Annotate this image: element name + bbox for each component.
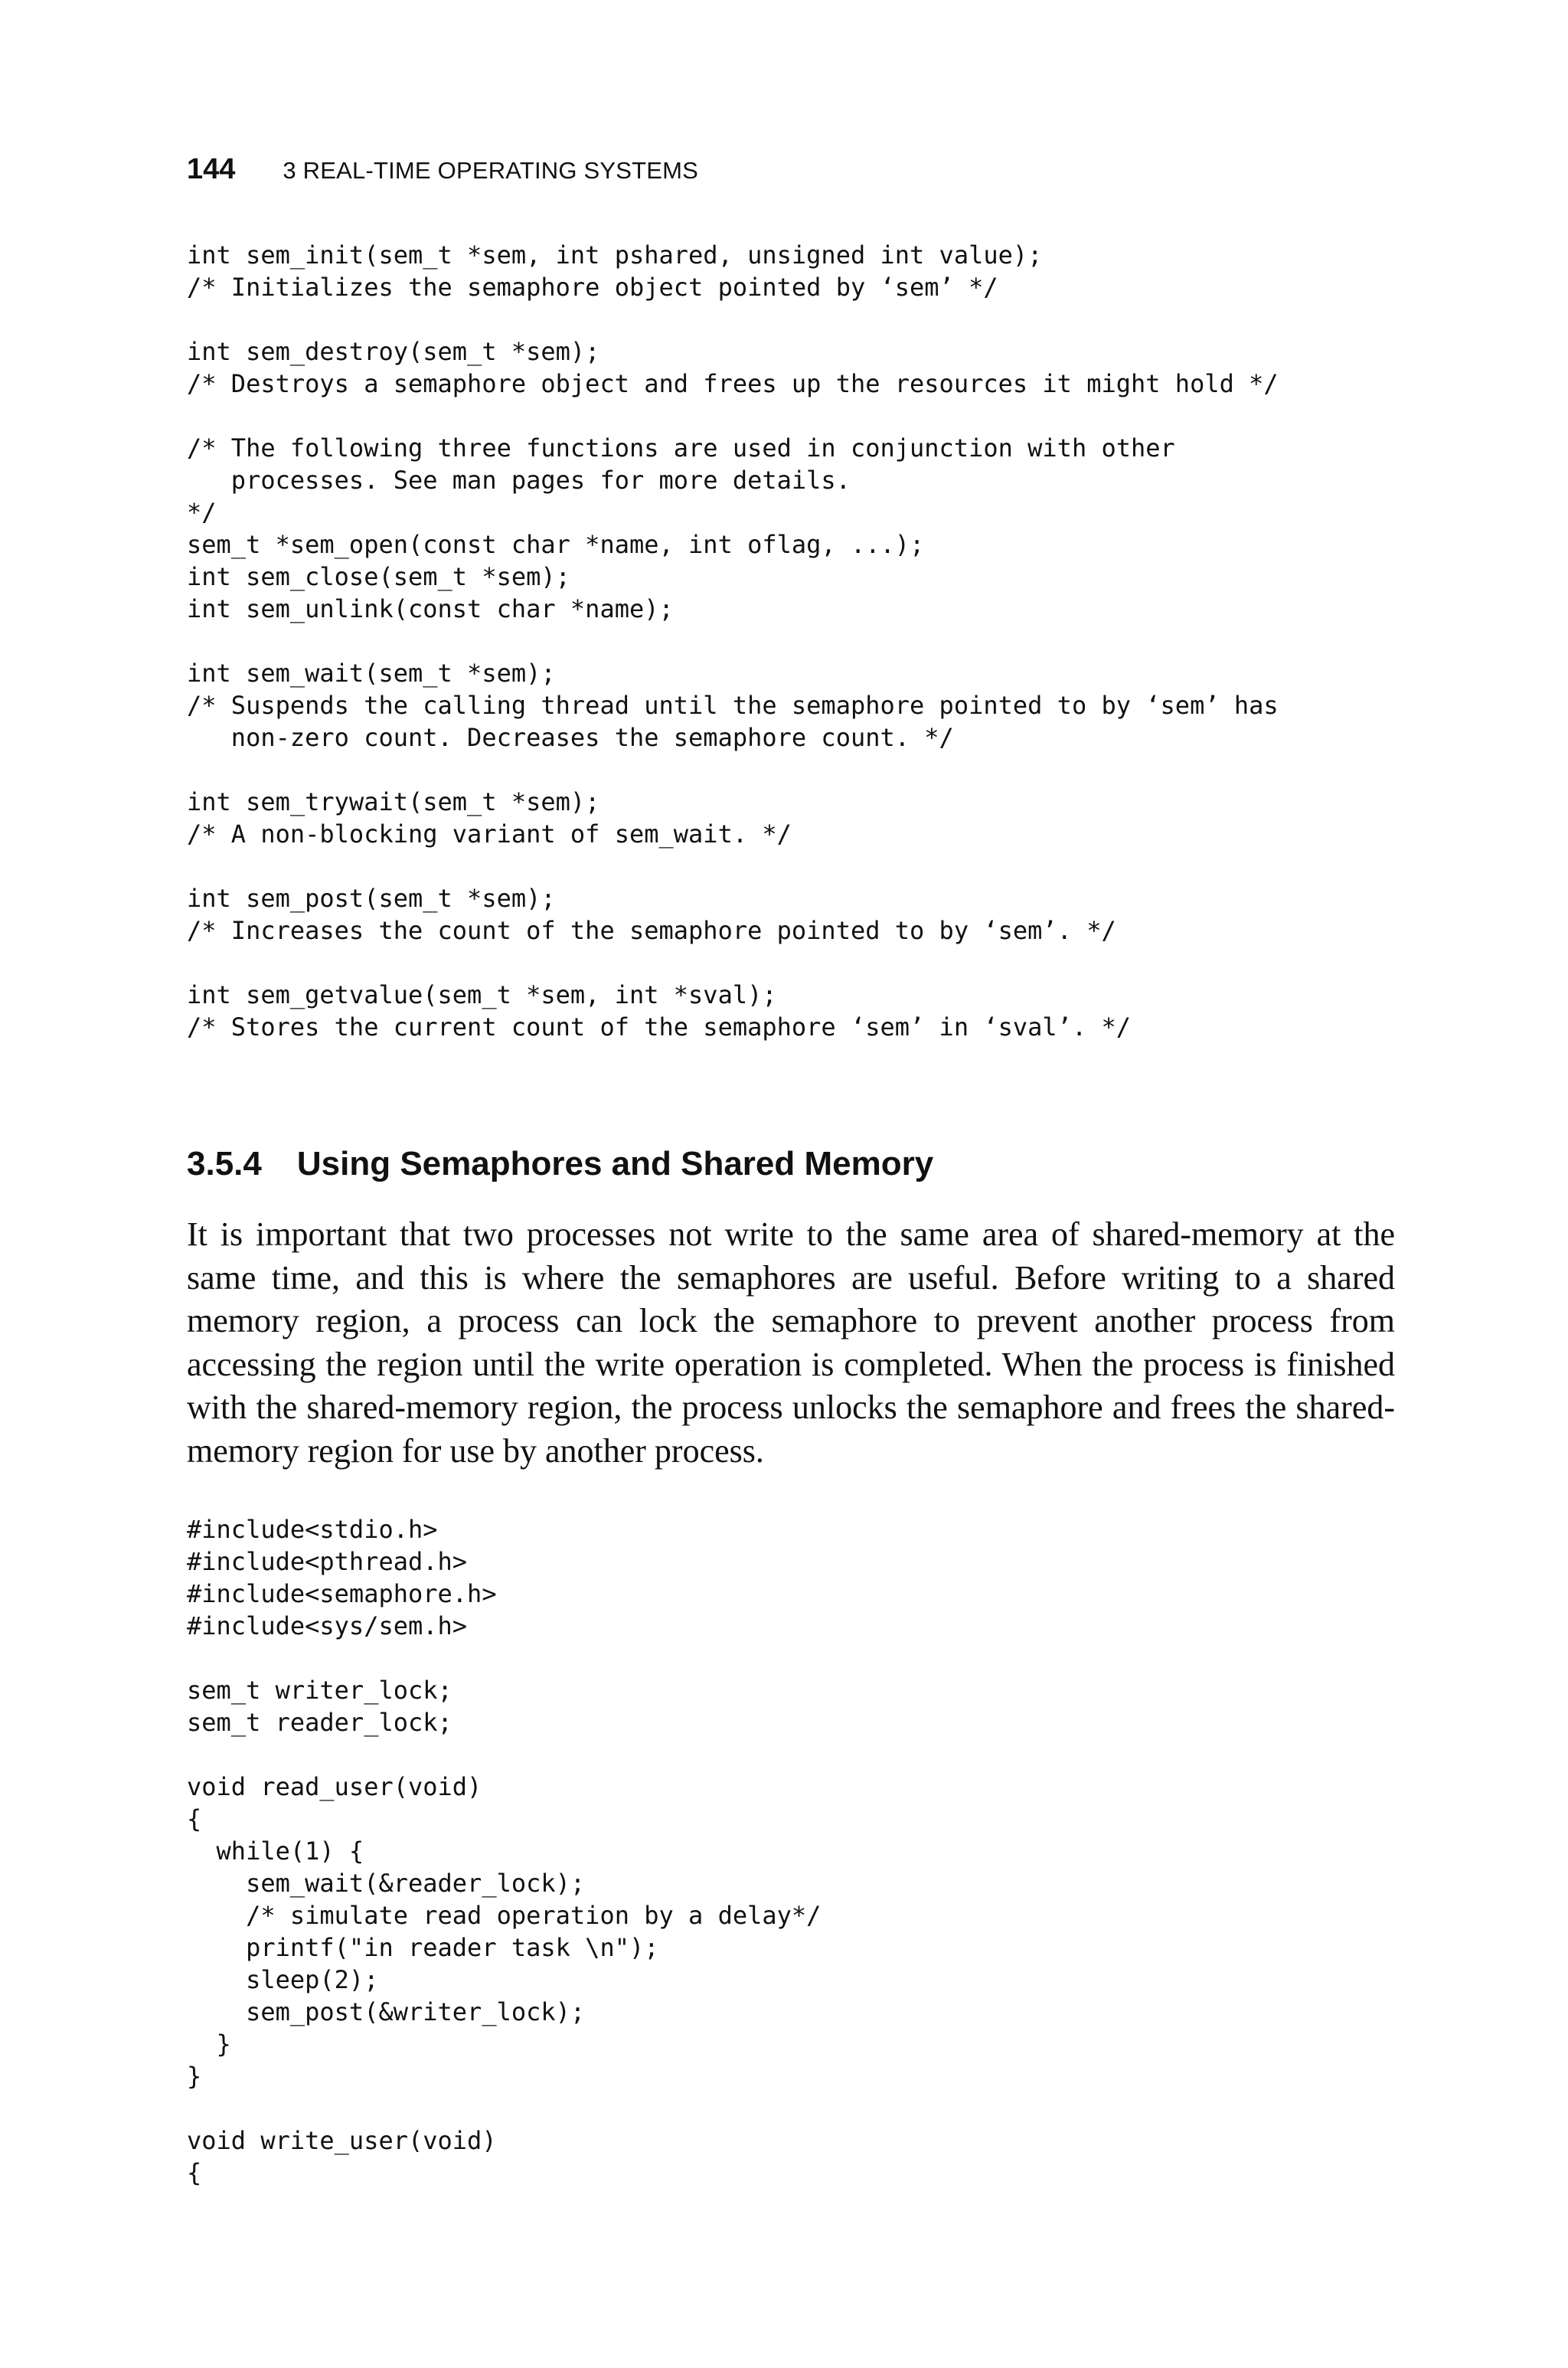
page-number: 144 xyxy=(187,153,236,185)
code-block-semaphore-api: int sem_init(sem_t *sem, int pshared, unsigned int value); /* Initializes the semaphore object pointed by ‘sem’ */ int sem_destroy(sem_t *sem); /* Destroys a semaphore object and frees up the resources it might hold */ /* The following three functions are used in conjunction with other processes. See man pages for more details. */ sem_t *sem_open(const char *name, int oflag, ...); int sem_close(sem_t *sem); int sem_unlink(const char *name); int sem_wait(sem_t *sem); /* Suspends the calling thread until the semaphore pointed to by ‘sem’ has non-zero count. Decreases the semaphore count. */ int sem_trywait(sem_t *sem); /* A non-blocking variant of sem_wait. */ int sem_post(sem_t *sem); /* Increases the count of the semaphore pointed to by ‘sem’. */ int sem_getvalue(sem_t *sem, int *sval); /* Stores the current count of the semaphore ‘sem’ in ‘sval’. */ xyxy=(187,240,1279,1042)
running-head: 3 REAL-TIME OPERATING SYSTEMS xyxy=(283,157,699,184)
code-block-example: #include<stdio.h> #include<pthread.h> #include<semaphore.h> #include<sys/sem.h> sem_t writer_lock; sem_t reader_lock; void read_user(void) { while(1) { sem_wait(&reader_lock); /* simulate read operation by a delay*/ printf("in reader task \n"); sleep(2); sem_post(&writer_lock); } } void write_user(void) { xyxy=(187,1515,822,2187)
body-paragraph: It is important that two processes not write to the same area of shared-memory at the same time, and this is where the semaphores are useful. Before writing to a shared memory region, a process can lock the semaphore to prevent another process from accessing the region until the write operation is completed. When the process is finished with the shared-memory region, the process unlocks the semaphore and frees the shared-memory region for use by another process. xyxy=(187,1215,1395,1470)
section-title: Using Semaphores and Shared Memory xyxy=(296,1145,934,1182)
page-header xyxy=(187,153,698,199)
section-number: 3.5.4 xyxy=(187,1145,262,1182)
section-heading xyxy=(187,1143,933,1186)
